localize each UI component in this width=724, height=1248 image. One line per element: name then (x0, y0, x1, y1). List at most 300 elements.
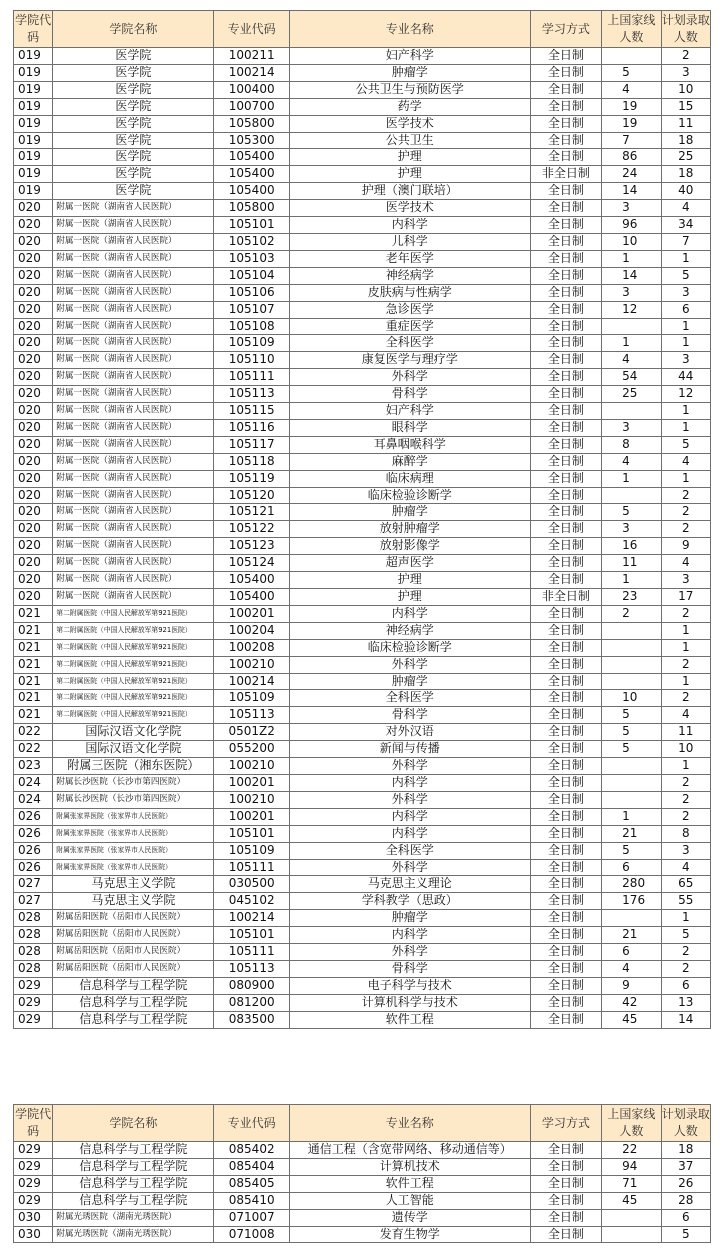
cell-college-code: 021 (14, 656, 53, 673)
cell-college-name: 第二附属医院（中国人民解放军第921医院） (53, 673, 214, 690)
cell-study-mode: 非全日制 (530, 589, 602, 606)
cell-passed-count: 1 (602, 470, 661, 487)
cell-study-mode: 全日制 (530, 318, 602, 335)
cell-college-name: 附属岳阳医院（岳阳市人民医院） (53, 910, 214, 927)
cell-college-name: 国际汉语文化学院 (53, 741, 214, 758)
cell-study-mode: 全日制 (530, 453, 602, 470)
cell-major-code: 100208 (214, 639, 290, 656)
cell-college-code: 028 (14, 927, 53, 944)
cell-major-name: 重症医学 (289, 318, 530, 335)
cell-study-mode: 全日制 (530, 1192, 602, 1209)
cell-major-code: 071007 (214, 1209, 290, 1226)
cell-college-name: 医学院 (53, 149, 214, 166)
cell-passed-count: 12 (602, 301, 661, 318)
cell-major-code: 055200 (214, 741, 290, 758)
table-row (14, 572, 711, 589)
cell-major-code: 105800 (214, 200, 290, 217)
cell-college-name: 附属张家界医院（张家界市人民医院） (53, 842, 214, 859)
cell-college-code: 020 (14, 572, 53, 589)
cell-major-name: 护理 (289, 589, 530, 606)
cell-planned-count: 4 (661, 453, 710, 470)
cell-study-mode: 全日制 (530, 808, 602, 825)
cell-major-name: 学科教学（思政） (289, 893, 530, 910)
cell-major-code: 085405 (214, 1175, 290, 1192)
cell-study-mode: 全日制 (530, 707, 602, 724)
cell-major-code: 100214 (214, 64, 290, 81)
cell-passed-count: 23 (602, 589, 661, 606)
cell-study-mode: 非全日制 (530, 166, 602, 183)
cell-major-name: 外科学 (289, 369, 530, 386)
cell-major-name: 外科学 (289, 859, 530, 876)
cell-major-name: 临床病理 (289, 470, 530, 487)
cell-college-code: 026 (14, 825, 53, 842)
header-major-name: 专业名称 (289, 11, 530, 48)
cell-passed-count: 14 (602, 183, 661, 200)
cell-passed-count: 11 (602, 555, 661, 572)
cell-college-name: 医学院 (53, 132, 214, 149)
cell-planned-count: 15 (661, 98, 710, 115)
cell-college-name: 附属光琇医院（湖南光琇医院） (53, 1209, 214, 1226)
table-row (14, 318, 711, 335)
cell-college-code: 020 (14, 386, 53, 403)
table-header-row (14, 1105, 711, 1142)
cell-study-mode: 全日制 (530, 48, 602, 65)
cell-major-name: 麻醉学 (289, 453, 530, 470)
cell-study-mode: 全日制 (530, 859, 602, 876)
cell-planned-count: 37 (661, 1158, 710, 1175)
cell-study-mode: 全日制 (530, 504, 602, 521)
cell-college-code: 019 (14, 64, 53, 81)
header-study-mode: 学习方式 (530, 11, 602, 48)
cell-major-code: 100700 (214, 98, 290, 115)
cell-planned-count: 2 (661, 690, 710, 707)
cell-major-code: 100210 (214, 758, 290, 775)
cell-passed-count: 5 (602, 707, 661, 724)
cell-major-name: 肿瘤学 (289, 64, 530, 81)
cell-planned-count: 2 (661, 944, 710, 961)
cell-major-name: 发育生物学 (289, 1226, 530, 1243)
cell-planned-count: 2 (661, 774, 710, 791)
cell-study-mode: 全日制 (530, 403, 602, 420)
cell-major-name: 外科学 (289, 758, 530, 775)
cell-passed-count: 1 (602, 808, 661, 825)
table-row (14, 589, 711, 606)
cell-passed-count (602, 487, 661, 504)
cell-major-name: 肿瘤学 (289, 504, 530, 521)
cell-study-mode: 全日制 (530, 758, 602, 775)
cell-college-code: 019 (14, 48, 53, 65)
cell-major-name: 马克思主义理论 (289, 876, 530, 893)
cell-major-name: 急诊医学 (289, 301, 530, 318)
cell-passed-count (602, 403, 661, 420)
table-row (14, 352, 711, 369)
cell-major-code: 085404 (214, 1158, 290, 1175)
cell-college-name: 附属一医院（湖南省人民医院） (53, 538, 214, 555)
cell-college-name: 附属一医院（湖南省人民医院） (53, 386, 214, 403)
cell-study-mode: 全日制 (530, 521, 602, 538)
header-college-code: 学院代码 (14, 1105, 53, 1142)
cell-major-name: 内科学 (289, 217, 530, 234)
cell-college-code: 029 (14, 1158, 53, 1175)
cell-study-mode: 全日制 (530, 1209, 602, 1226)
cell-study-mode: 全日制 (530, 825, 602, 842)
table-row (14, 64, 711, 81)
cell-passed-count: 8 (602, 436, 661, 453)
cell-college-name: 马克思主义学院 (53, 876, 214, 893)
cell-major-name: 内科学 (289, 927, 530, 944)
cell-study-mode: 全日制 (530, 1226, 602, 1243)
cell-major-code: 105110 (214, 352, 290, 369)
cell-college-name: 第二附属医院（中国人民解放军第921医院） (53, 639, 214, 656)
cell-college-code: 021 (14, 673, 53, 690)
cell-planned-count: 10 (661, 741, 710, 758)
cell-planned-count: 55 (661, 893, 710, 910)
cell-college-code: 026 (14, 808, 53, 825)
cell-college-name: 附属一医院（湖南省人民医院） (53, 419, 214, 436)
cell-study-mode: 全日制 (530, 98, 602, 115)
cell-major-name: 公共卫生与预防医学 (289, 81, 530, 98)
table-row (14, 639, 711, 656)
cell-planned-count: 34 (661, 217, 710, 234)
table-row (14, 1192, 711, 1209)
cell-major-code: 105113 (214, 960, 290, 977)
cell-major-code: 105103 (214, 250, 290, 267)
cell-major-name: 护理 (289, 149, 530, 166)
cell-major-code: 045102 (214, 893, 290, 910)
cell-college-code: 029 (14, 994, 53, 1011)
cell-major-code: 085410 (214, 1192, 290, 1209)
cell-major-name: 全科医学 (289, 335, 530, 352)
cell-college-code: 020 (14, 301, 53, 318)
cell-major-code: 105122 (214, 521, 290, 538)
cell-planned-count: 2 (661, 808, 710, 825)
cell-passed-count: 16 (602, 538, 661, 555)
cell-study-mode: 全日制 (530, 741, 602, 758)
cell-college-code: 027 (14, 876, 53, 893)
cell-passed-count (602, 791, 661, 808)
cell-passed-count: 86 (602, 149, 661, 166)
cell-college-name: 附属一医院（湖南省人民医院） (53, 521, 214, 538)
cell-major-name: 放射影像学 (289, 538, 530, 555)
table-row (14, 555, 711, 572)
cell-passed-count: 45 (602, 1192, 661, 1209)
cell-passed-count: 42 (602, 994, 661, 1011)
cell-passed-count: 280 (602, 876, 661, 893)
cell-passed-count: 19 (602, 115, 661, 132)
header-college-code: 学院代码 (14, 11, 53, 48)
table-row (14, 284, 711, 301)
cell-major-code: 085402 (214, 1142, 290, 1159)
cell-college-code: 026 (14, 842, 53, 859)
cell-college-name: 附属岳阳医院（岳阳市人民医院） (53, 960, 214, 977)
cell-planned-count: 5 (661, 436, 710, 453)
cell-college-code: 019 (14, 132, 53, 149)
cell-major-name: 神经病学 (289, 267, 530, 284)
cell-major-name: 护理 (289, 572, 530, 589)
cell-planned-count: 17 (661, 589, 710, 606)
cell-passed-count: 71 (602, 1175, 661, 1192)
cell-study-mode: 全日制 (530, 893, 602, 910)
cell-major-name: 内科学 (289, 825, 530, 842)
cell-passed-count (602, 318, 661, 335)
cell-major-code: 105400 (214, 183, 290, 200)
cell-planned-count: 3 (661, 64, 710, 81)
cell-college-name: 医学院 (53, 81, 214, 98)
cell-college-code: 019 (14, 166, 53, 183)
cell-major-name: 外科学 (289, 656, 530, 673)
cell-passed-count: 3 (602, 284, 661, 301)
cell-study-mode: 全日制 (530, 301, 602, 318)
cell-college-name: 附属长沙医院（长沙市第四医院） (53, 791, 214, 808)
cell-planned-count: 8 (661, 825, 710, 842)
cell-college-name: 信息科学与工程学院 (53, 1142, 214, 1159)
cell-major-name: 人工智能 (289, 1192, 530, 1209)
table-row (14, 690, 711, 707)
table-row (14, 453, 711, 470)
cell-passed-count: 1 (602, 572, 661, 589)
cell-planned-count: 1 (661, 419, 710, 436)
table-header-row (14, 11, 711, 48)
cell-college-code: 029 (14, 1142, 53, 1159)
cell-major-code: 105109 (214, 690, 290, 707)
cell-major-name: 老年医学 (289, 250, 530, 267)
cell-study-mode: 全日制 (530, 335, 602, 352)
cell-major-code: 105118 (214, 453, 290, 470)
cell-study-mode: 全日制 (530, 572, 602, 589)
cell-planned-count: 6 (661, 1209, 710, 1226)
cell-planned-count: 9 (661, 538, 710, 555)
cell-planned-count: 2 (661, 48, 710, 65)
cell-planned-count: 1 (661, 470, 710, 487)
cell-college-name: 医学院 (53, 64, 214, 81)
table-row (14, 1226, 711, 1243)
cell-planned-count: 1 (661, 758, 710, 775)
cell-study-mode: 全日制 (530, 977, 602, 994)
cell-major-name: 超声医学 (289, 555, 530, 572)
cell-passed-count: 96 (602, 217, 661, 234)
cell-college-code: 019 (14, 149, 53, 166)
cell-college-code: 028 (14, 944, 53, 961)
cell-college-name: 附属一医院（湖南省人民医院） (53, 217, 214, 234)
cell-passed-count (602, 622, 661, 639)
cell-college-name: 附属岳阳医院（岳阳市人民医院） (53, 944, 214, 961)
cell-passed-count: 3 (602, 419, 661, 436)
cell-planned-count: 26 (661, 1175, 710, 1192)
cell-passed-count: 2 (602, 605, 661, 622)
cell-study-mode: 全日制 (530, 250, 602, 267)
cell-major-code: 105101 (214, 825, 290, 842)
cell-college-code: 029 (14, 1175, 53, 1192)
cell-planned-count: 13 (661, 994, 710, 1011)
cell-major-code: 105120 (214, 487, 290, 504)
cell-planned-count: 3 (661, 572, 710, 589)
cell-college-name: 信息科学与工程学院 (53, 977, 214, 994)
cell-major-name: 公共卫生 (289, 132, 530, 149)
cell-college-name: 附属一医院（湖南省人民医院） (53, 301, 214, 318)
cell-major-name: 内科学 (289, 808, 530, 825)
table-row (14, 1011, 711, 1028)
cell-study-mode: 全日制 (530, 910, 602, 927)
cell-major-name: 医学技术 (289, 115, 530, 132)
table-row (14, 724, 711, 741)
cell-study-mode: 全日制 (530, 791, 602, 808)
cell-college-name: 第二附属医院（中国人民解放军第921医院） (53, 605, 214, 622)
cell-college-name: 附属一医院（湖南省人民医院） (53, 453, 214, 470)
table-row (14, 622, 711, 639)
cell-planned-count: 4 (661, 200, 710, 217)
table-row (14, 487, 711, 504)
cell-college-code: 019 (14, 115, 53, 132)
table-row (14, 741, 711, 758)
cell-study-mode: 全日制 (530, 842, 602, 859)
cell-planned-count: 44 (661, 369, 710, 386)
cell-planned-count: 1 (661, 910, 710, 927)
cell-study-mode: 全日制 (530, 64, 602, 81)
cell-major-name: 对外汉语 (289, 724, 530, 741)
cell-major-code: 105108 (214, 318, 290, 335)
cell-study-mode: 全日制 (530, 115, 602, 132)
cell-major-code: 080900 (214, 977, 290, 994)
cell-major-name: 儿科学 (289, 233, 530, 250)
cell-college-code: 020 (14, 318, 53, 335)
table-row (14, 859, 711, 876)
cell-college-name: 附属一医院（湖南省人民医院） (53, 403, 214, 420)
cell-study-mode: 全日制 (530, 369, 602, 386)
cell-study-mode: 全日制 (530, 470, 602, 487)
cell-planned-count: 1 (661, 318, 710, 335)
table-row (14, 386, 711, 403)
cell-study-mode: 全日制 (530, 200, 602, 217)
cell-college-code: 020 (14, 436, 53, 453)
cell-major-code: 100201 (214, 774, 290, 791)
cell-planned-count: 3 (661, 842, 710, 859)
cell-planned-count: 2 (661, 656, 710, 673)
cell-passed-count: 5 (602, 724, 661, 741)
cell-college-name: 附属一医院（湖南省人民医院） (53, 200, 214, 217)
cell-major-code: 0501Z2 (214, 724, 290, 741)
cell-passed-count: 25 (602, 386, 661, 403)
cell-passed-count: 6 (602, 944, 661, 961)
cell-college-code: 019 (14, 81, 53, 98)
cell-study-mode: 全日制 (530, 960, 602, 977)
cell-study-mode: 全日制 (530, 233, 602, 250)
cell-college-name: 医学院 (53, 166, 214, 183)
cell-college-code: 021 (14, 690, 53, 707)
table-row (14, 81, 711, 98)
cell-study-mode: 全日制 (530, 267, 602, 284)
cell-passed-count (602, 774, 661, 791)
cell-major-code: 105101 (214, 217, 290, 234)
cell-passed-count: 4 (602, 352, 661, 369)
cell-planned-count: 11 (661, 724, 710, 741)
cell-college-name: 医学院 (53, 183, 214, 200)
table-row (14, 808, 711, 825)
cell-passed-count: 5 (602, 842, 661, 859)
cell-major-code: 071008 (214, 1226, 290, 1243)
cell-study-mode: 全日制 (530, 944, 602, 961)
cell-passed-count (602, 758, 661, 775)
cell-study-mode: 全日制 (530, 1011, 602, 1028)
cell-major-code: 105121 (214, 504, 290, 521)
cell-college-code: 020 (14, 419, 53, 436)
cell-major-code: 100204 (214, 622, 290, 639)
cell-passed-count: 10 (602, 233, 661, 250)
cell-college-code: 021 (14, 639, 53, 656)
cell-study-mode: 全日制 (530, 132, 602, 149)
cell-passed-count (602, 910, 661, 927)
cell-study-mode: 全日制 (530, 555, 602, 572)
cell-study-mode: 全日制 (530, 436, 602, 453)
cell-major-name: 临床检验诊断学 (289, 487, 530, 504)
cell-planned-count: 1 (661, 673, 710, 690)
cell-college-name: 附属一医院（湖南省人民医院） (53, 369, 214, 386)
cell-college-name: 附属三医院（湘东医院） (53, 758, 214, 775)
cell-major-code: 105113 (214, 707, 290, 724)
cell-major-code: 105115 (214, 403, 290, 420)
table-row (14, 115, 711, 132)
cell-college-name: 信息科学与工程学院 (53, 1011, 214, 1028)
cell-planned-count: 10 (661, 81, 710, 98)
cell-college-code: 021 (14, 605, 53, 622)
cell-passed-count: 94 (602, 1158, 661, 1175)
cell-college-code: 020 (14, 217, 53, 234)
cell-major-code: 105111 (214, 369, 290, 386)
cell-planned-count: 1 (661, 335, 710, 352)
cell-major-name: 护理（澳门联培） (289, 183, 530, 200)
cell-major-code: 105400 (214, 166, 290, 183)
cell-college-name: 附属一医院（湖南省人民医院） (53, 504, 214, 521)
cell-planned-count: 5 (661, 1226, 710, 1243)
cell-major-name: 通信工程（含宽带网络、移动通信等） (289, 1142, 530, 1159)
cell-major-name: 软件工程 (289, 1011, 530, 1028)
table-row (14, 98, 711, 115)
cell-college-name: 医学院 (53, 115, 214, 132)
cell-major-name: 外科学 (289, 791, 530, 808)
cell-major-name: 眼科学 (289, 419, 530, 436)
cell-passed-count: 3 (602, 200, 661, 217)
cell-major-code: 105109 (214, 335, 290, 352)
cell-major-name: 妇产科学 (289, 48, 530, 65)
header-college-name: 学院名称 (53, 11, 214, 48)
cell-passed-count (602, 673, 661, 690)
cell-college-code: 028 (14, 910, 53, 927)
cell-college-name: 第二附属医院（中国人民解放军第921医院） (53, 690, 214, 707)
cell-passed-count: 7 (602, 132, 661, 149)
cell-college-name: 附属张家界医院（张家界市人民医院） (53, 808, 214, 825)
cell-college-name: 附属一医院（湖南省人民医院） (53, 487, 214, 504)
cell-major-name: 内科学 (289, 774, 530, 791)
cell-college-code: 020 (14, 521, 53, 538)
cell-planned-count: 1 (661, 639, 710, 656)
cell-college-code: 028 (14, 960, 53, 977)
cell-college-name: 信息科学与工程学院 (53, 1192, 214, 1209)
cell-college-name: 医学院 (53, 48, 214, 65)
cell-passed-count (602, 639, 661, 656)
cell-passed-count: 4 (602, 453, 661, 470)
cell-college-name: 附属张家界医院（张家界市人民医院） (53, 859, 214, 876)
cell-study-mode: 全日制 (530, 352, 602, 369)
cell-college-code: 019 (14, 183, 53, 200)
cell-college-code: 030 (14, 1226, 53, 1243)
cell-college-name: 附属一医院（湖南省人民医院） (53, 284, 214, 301)
table-row (14, 267, 711, 284)
table-row (14, 233, 711, 250)
cell-college-name: 附属一医院（湖南省人民医院） (53, 589, 214, 606)
cell-major-code: 105101 (214, 927, 290, 944)
cell-major-code: 100400 (214, 81, 290, 98)
cell-study-mode: 全日制 (530, 639, 602, 656)
cell-college-code: 020 (14, 369, 53, 386)
